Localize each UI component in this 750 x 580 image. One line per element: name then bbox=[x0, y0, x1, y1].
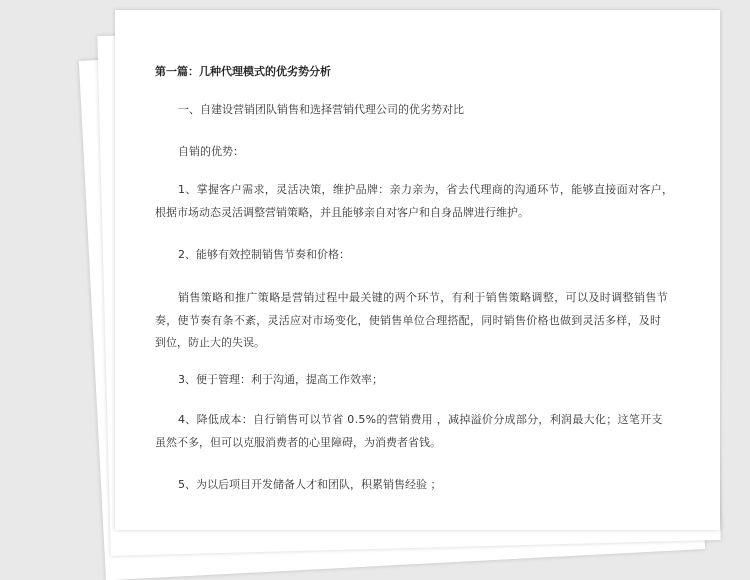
paragraph-2-line-1: 销售策略和推广策略是营销过程中最关键的两个环节，有利于销售策略调整，可以及时调整销售节 bbox=[178, 291, 669, 304]
paragraph-2-line-3: 到位，防止大的失误。 bbox=[155, 336, 265, 349]
paragraph-1-line-1: 1、掌握客户需求，灵活决策，维护品牌：亲力亲为，省去代理商的沟通环节，能够直接面对客户， bbox=[178, 183, 674, 196]
paragraph-2-line-2: 奏，使节奏有条不紊，灵活应对市场变化，使销售单位合理搭配，同时销售价格也做到灵活多样，及时 bbox=[155, 314, 662, 327]
paragraph-2-heading: 2、能够有效控制销售节奏和价格： bbox=[178, 248, 350, 261]
section-heading: 一、自建设营销团队销售和选择营销代理公司的优劣势对比 bbox=[178, 103, 464, 116]
paragraph-4-line-2: 虽然不多，但可以克服消费者的心里障碍，为消费者省钱。 bbox=[155, 436, 441, 449]
document-title: 第一篇：几种代理模式的优劣势分析 bbox=[155, 65, 331, 78]
paragraph-3: 3、便于管理：利于沟通，提高工作效率； bbox=[178, 373, 383, 386]
paragraph-5: 5、为以后项目开发储备人才和团队，积累销售经验 ； bbox=[178, 478, 442, 491]
paragraph-4-line-1: 4、降低成本：自行销售可以节省 0.5%的营销费用 ，减掉溢价分成部分，利润最大化；这笔开支 bbox=[178, 413, 663, 426]
paragraph-1-line-2: 根据市场动态灵活调整营销策略，并且能够亲自对客户和自身品牌进行维护。 bbox=[155, 206, 529, 219]
subheading: 自销的优势： bbox=[178, 145, 244, 158]
